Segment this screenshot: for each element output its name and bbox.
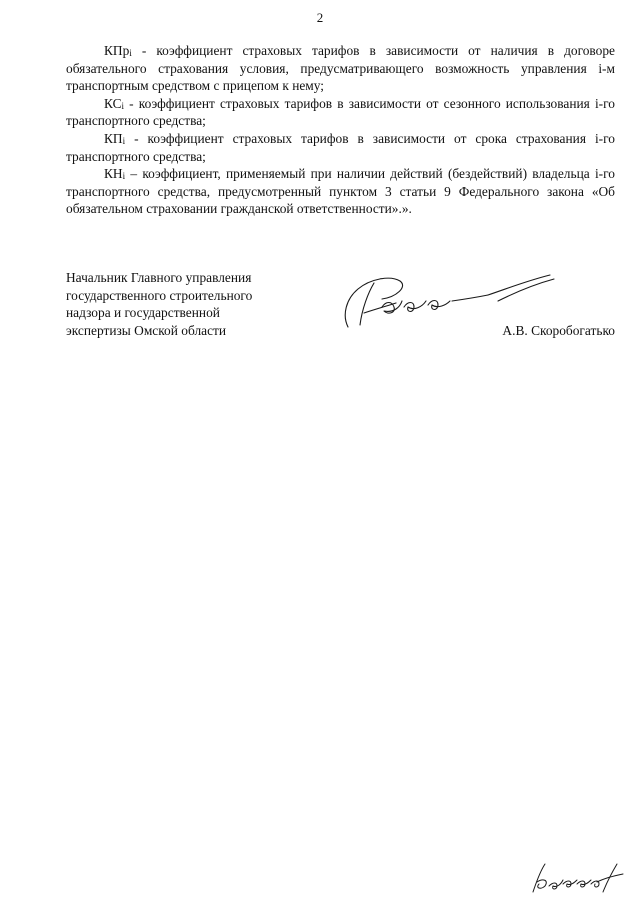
paragraph-ks [66, 95, 615, 130]
coefficient-symbol: КП [104, 130, 123, 146]
coefficient-subscript: i [121, 100, 125, 111]
paragraph-text: - коэффициент страховых тарифов в зависимости от сезонного использования i-го транспортного средства; [66, 95, 615, 129]
paragraph-text: - коэффициент страховых тарифов в зависимости от срока страхования i-го транспортного средства; [66, 130, 615, 164]
body-text [66, 42, 615, 218]
position-title [66, 269, 306, 339]
paragraph-text: – коэффициент, применяемый при наличии действий (бездействий) владельца i-го транспортного средства, предусмотренный пунктом 3 статьи 9 Федерального закона «Об обязательном страховании гражданской ответственности».». [66, 166, 615, 217]
page-number: 2 [316, 10, 324, 25]
signature-block [66, 269, 615, 349]
paragraph-kp [66, 130, 615, 165]
paragraph-kn [66, 165, 615, 218]
paragraph-text: - коэффициент страховых тарифов в зависимости от наличия в договоре обязательного страхования условия, предусматривающего возможность управления i-м транспортным средством с прицепом к нему; [66, 43, 615, 94]
signer-name: А.В. Скоробогатько [502, 322, 615, 338]
paragraph-kpr [66, 42, 615, 95]
coefficient-subscript: i [129, 48, 132, 58]
position-line: Начальник Главного управления [66, 270, 252, 285]
coefficient-symbol: КПр [104, 43, 130, 58]
coefficient-symbol: КС [104, 95, 122, 111]
coefficient-subscript: i [122, 135, 126, 146]
position-line: надзора и государственной [66, 305, 220, 321]
coefficient-subscript: i [122, 171, 126, 182]
position-line: экспертизы Омской области [66, 322, 227, 338]
coefficient-symbol: КН [104, 166, 123, 182]
position-line: государственного строительного [66, 287, 253, 303]
handwritten-initials [527, 858, 627, 898]
